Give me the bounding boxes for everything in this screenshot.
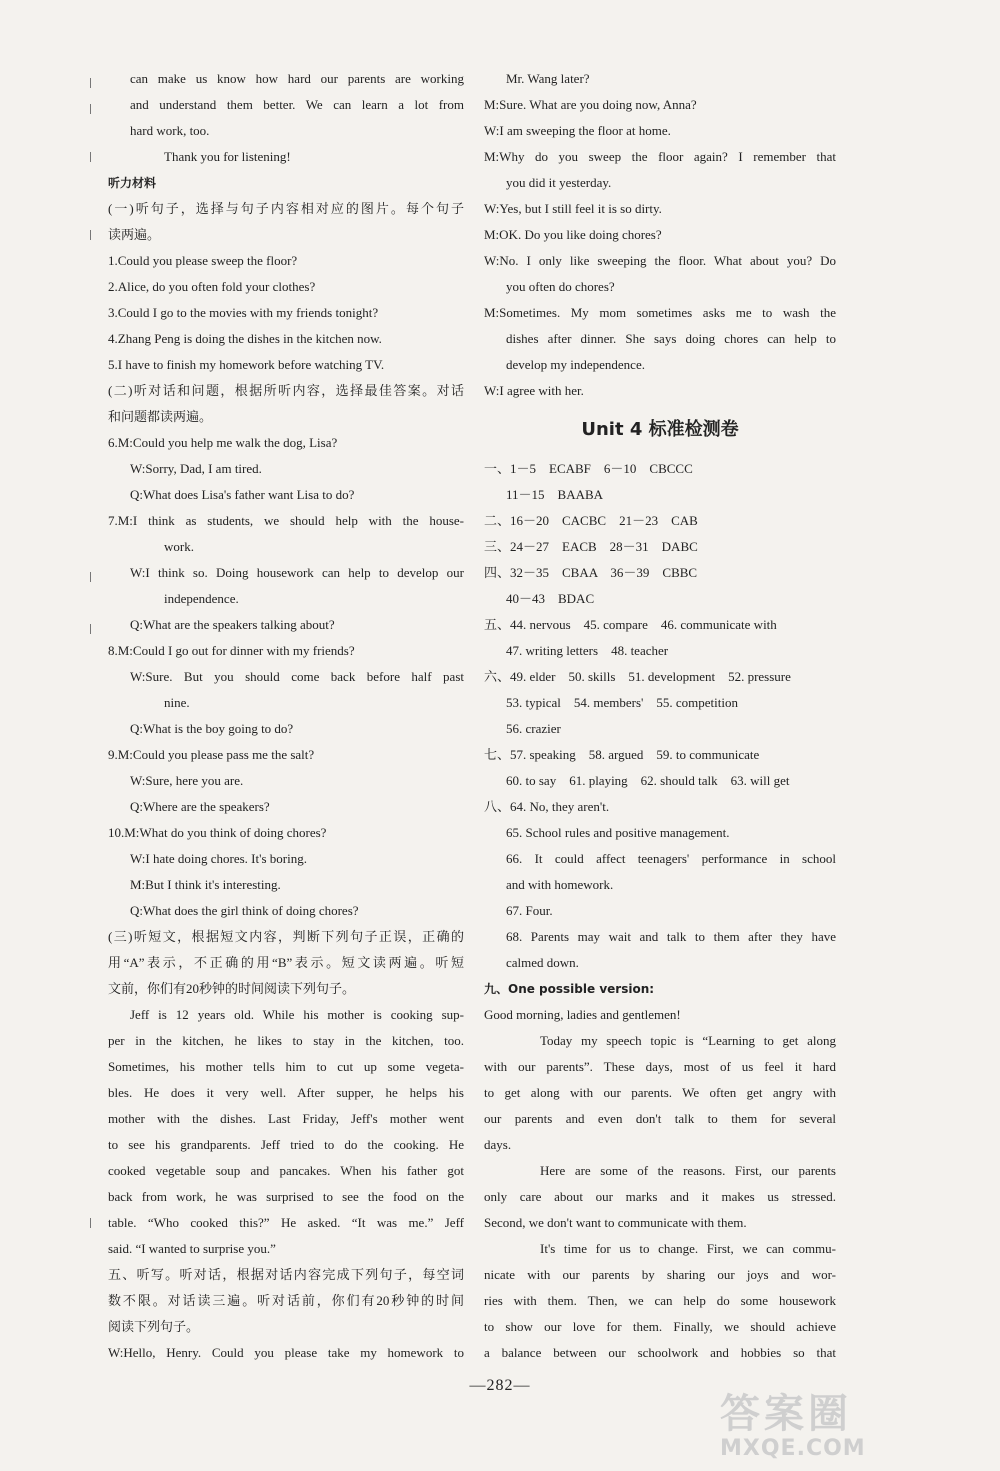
text-line: ries with them. Then, we can help do some housework: [484, 1293, 836, 1308]
text-line: 文前，你们有20秒钟的时间阅读下列句子。: [108, 981, 356, 996]
text-line: Jeff is 12 years old. While his mother is cooking sup-: [130, 1007, 464, 1022]
right-column: [484, 66, 836, 1366]
text-line: said. “I wanted to surprise you.”: [108, 1241, 276, 1256]
dialogue-continuation: [484, 66, 836, 404]
text-line: Q:What are the speakers talking about?: [130, 617, 335, 632]
text-line: 67. Four.: [506, 903, 553, 918]
text-line: M:OK. Do you like doing chores?: [484, 227, 662, 242]
text-line: (二)听对话和问题，根据所听内容，选择最佳答案。对话: [108, 383, 464, 398]
text-line: 四、32－35 CBAA 36－39 CBBC: [484, 565, 698, 580]
text-line: M:But I think it's interesting.: [130, 877, 281, 892]
text-line: 二、16－20 CACBC 21－23 CAB: [484, 513, 698, 528]
text-line: (一)听句子，选择与句子内容相对应的图片。每个句子: [108, 201, 464, 216]
text-line: 五、44. nervous 45. compare 46. communicate with: [484, 617, 777, 632]
text-line: W:Hello, Henry. Could you please take my homework to: [108, 1345, 464, 1360]
text-line: dishes after dinner. She says doing chores can help to: [506, 331, 836, 346]
text-line: can make us know how hard our parents are working: [130, 71, 464, 86]
text-line: 七、57. speaking 58. argued 59. to communicate: [484, 747, 760, 762]
text-line: W:I agree with her.: [484, 383, 584, 398]
text-line: Second, we don't want to communicate with them.: [484, 1215, 747, 1230]
text-line: 68. Parents may wait and talk to them after they have: [506, 929, 836, 944]
watermark-text: 答案圈: [720, 1391, 852, 1437]
text-line: days.: [484, 1137, 512, 1152]
text-line: 八、64. No, they aren't.: [484, 799, 610, 814]
text-line: bles. He does it very well. After supper, he helps his: [108, 1085, 464, 1100]
binding-mark: [90, 104, 91, 114]
text-line: 数不限。对话读三遍。听对话前，你们有20秒钟的时间: [108, 1293, 464, 1308]
text-line: M:Sometimes. My mom sometimes asks me to wash the: [484, 305, 836, 320]
text-line: 4.Zhang Peng is doing the dishes in the kitchen now.: [108, 331, 382, 346]
text-line: 2.Alice, do you often fold your clothes?: [108, 279, 316, 294]
text-line: 6.M:Could you help me walk the dog, Lisa?: [108, 435, 338, 450]
text-line: 和问题都读两遍。: [108, 409, 213, 424]
text-line: (三)听短文，根据短文内容，判断下列句子正误，正确的: [108, 929, 464, 944]
watermark-url: MXQE.COM: [720, 1436, 866, 1461]
text-line: W:I hate doing chores. It's boring.: [130, 851, 307, 866]
text-line: M:Sure. What are you doing now, Anna?: [484, 97, 697, 112]
text-line: 65. School rules and positive management.: [506, 825, 730, 840]
text-line: W:Sure, here you are.: [130, 773, 244, 788]
binding-mark: [90, 572, 91, 582]
text-line: 60. to say 61. playing 62. should talk 63. will get: [506, 773, 790, 788]
text-line: 5.I have to finish my homework before watching TV.: [108, 357, 385, 372]
answer-key: [484, 456, 836, 1366]
text-line: and with homework.: [506, 877, 614, 892]
binding-mark: [90, 624, 91, 634]
text-line: 53. typical 54. members' 55. competition: [506, 695, 738, 710]
text-line: Good morning, ladies and gentlemen!: [484, 1007, 681, 1022]
text-line: W:Yes, but I still feel it is so dirty.: [484, 201, 662, 216]
text-line: Q:What does the girl think of doing chores?: [130, 903, 359, 918]
text-line: Here are some of the reasons. First, our parents: [540, 1163, 836, 1178]
text-line: back from work, he was surprised to see the food on the: [108, 1189, 464, 1204]
binding-mark: [90, 230, 91, 240]
text-line: 66. It could affect teenagers' performance in school: [506, 851, 836, 866]
text-line: 一、1－5 ECABF 6－10 CBCCC: [484, 461, 693, 476]
text-line: 47. writing letters 48. teacher: [506, 643, 669, 658]
text-line: to get along with our parents. We often get angry with: [484, 1085, 836, 1100]
text-line: Mr. Wang later?: [506, 71, 590, 86]
text-line: 六、49. elder 50. skills 51. development 52. pressure: [484, 669, 791, 684]
text-line: table. “Who cooked this?” He asked. “It was me.” Jeff: [108, 1215, 464, 1230]
unit-title: Unit 4 标准检测卷: [581, 419, 739, 440]
text-line: 用“A”表示，不正确的用“B”表示。短文读两遍。听短: [108, 955, 464, 970]
text-line: hard work, too.: [130, 123, 210, 138]
text-line: W:No. I only like sweeping the floor. What about you? Do: [484, 253, 836, 268]
text-line: 56. crazier: [506, 721, 561, 736]
text-line: 三、24－27 EACB 28－31 DABC: [484, 539, 698, 554]
text-line: 九、One possible version:: [484, 982, 655, 996]
text-line: 7.M:I think as students, we should help with the house-: [108, 513, 464, 528]
text-line: per in the kitchen, he likes to stay in the kitchen, too.: [108, 1033, 464, 1048]
text-line: you often do chores?: [506, 279, 615, 294]
text-line: Today my speech topic is “Learning to get along: [540, 1033, 836, 1048]
text-line: 9.M:Could you please pass me the salt?: [108, 747, 315, 762]
text-line: W:Sure. But you should come back before half past: [130, 669, 464, 684]
text-line: to see his grandparents. Jeff tried to do the cooking. He: [108, 1137, 464, 1152]
text-line: a balance between our schoolwork and hobbies so that: [484, 1345, 836, 1360]
text-line: It's time for us to change. First, we can commu-: [540, 1241, 836, 1256]
text-line: W:Sorry, Dad, I am tired.: [130, 461, 262, 476]
text-line: Q:What does Lisa's father want Lisa to do?: [130, 487, 355, 502]
text-line: to show our love for them. Finally, we should achieve: [484, 1319, 836, 1334]
text-line: 读两遍。: [108, 227, 161, 242]
left-column: [108, 66, 464, 1366]
text-line: mother with the dishes. Last Friday, Jeff's mother went: [108, 1111, 464, 1126]
text-line: 1.Could you please sweep the floor?: [108, 253, 298, 268]
text-line: calmed down.: [506, 955, 579, 970]
text-line: 3.Could I go to the movies with my friends tonight?: [108, 305, 379, 320]
text-line: our parents and even don't talk to them for several: [484, 1111, 836, 1126]
text-line: W:I think so. Doing housework can help to develop our: [130, 565, 464, 580]
text-line: only care about our marks and it makes us stressed.: [484, 1189, 836, 1204]
text-line: Q:What is the boy going to do?: [130, 721, 294, 736]
text-line: 11－15 BAABA: [506, 487, 604, 502]
text-line: nine.: [164, 695, 190, 710]
text-line: develop my independence.: [506, 357, 645, 372]
text-line: and understand them better. We can learn a lot from: [130, 97, 464, 112]
text-line: 40－43 BDAC: [506, 591, 595, 606]
text-line: 8.M:Could I go out for dinner with my friends?: [108, 643, 355, 658]
text-line: with our parents”. These days, most of us feel it hard: [484, 1059, 836, 1074]
text-line: nicate with our parents by sharing our joys and wor-: [484, 1267, 836, 1282]
text-line: work.: [164, 539, 194, 554]
text-line: independence.: [164, 591, 239, 606]
text-line: you did it yesterday.: [506, 175, 612, 190]
text-line: 阅读下列句子。: [108, 1319, 200, 1334]
text-line: cooked vegetable soup and pancakes. When his father got: [108, 1163, 464, 1178]
text-line: 10.M:What do you think of doing chores?: [108, 825, 327, 840]
binding-mark: [90, 78, 91, 88]
binding-mark: [90, 1218, 91, 1228]
text-line: Sometimes, his mother tells him to cut up some vegeta-: [108, 1059, 464, 1074]
page-number: —282—: [469, 1377, 531, 1394]
text-line: 听力材料: [108, 176, 157, 190]
text-line: Thank you for listening!: [164, 149, 291, 164]
text-line: M:Why do you sweep the floor again? I remember that: [484, 149, 836, 164]
text-line: Q:Where are the speakers?: [130, 799, 270, 814]
binding-mark: [90, 152, 91, 162]
text-line: 五、听写。听对话，根据对话内容完成下列句子，每空词: [108, 1267, 464, 1282]
text-line: W:I am sweeping the floor at home.: [484, 123, 671, 138]
watermark-logo: [720, 1392, 960, 1464]
